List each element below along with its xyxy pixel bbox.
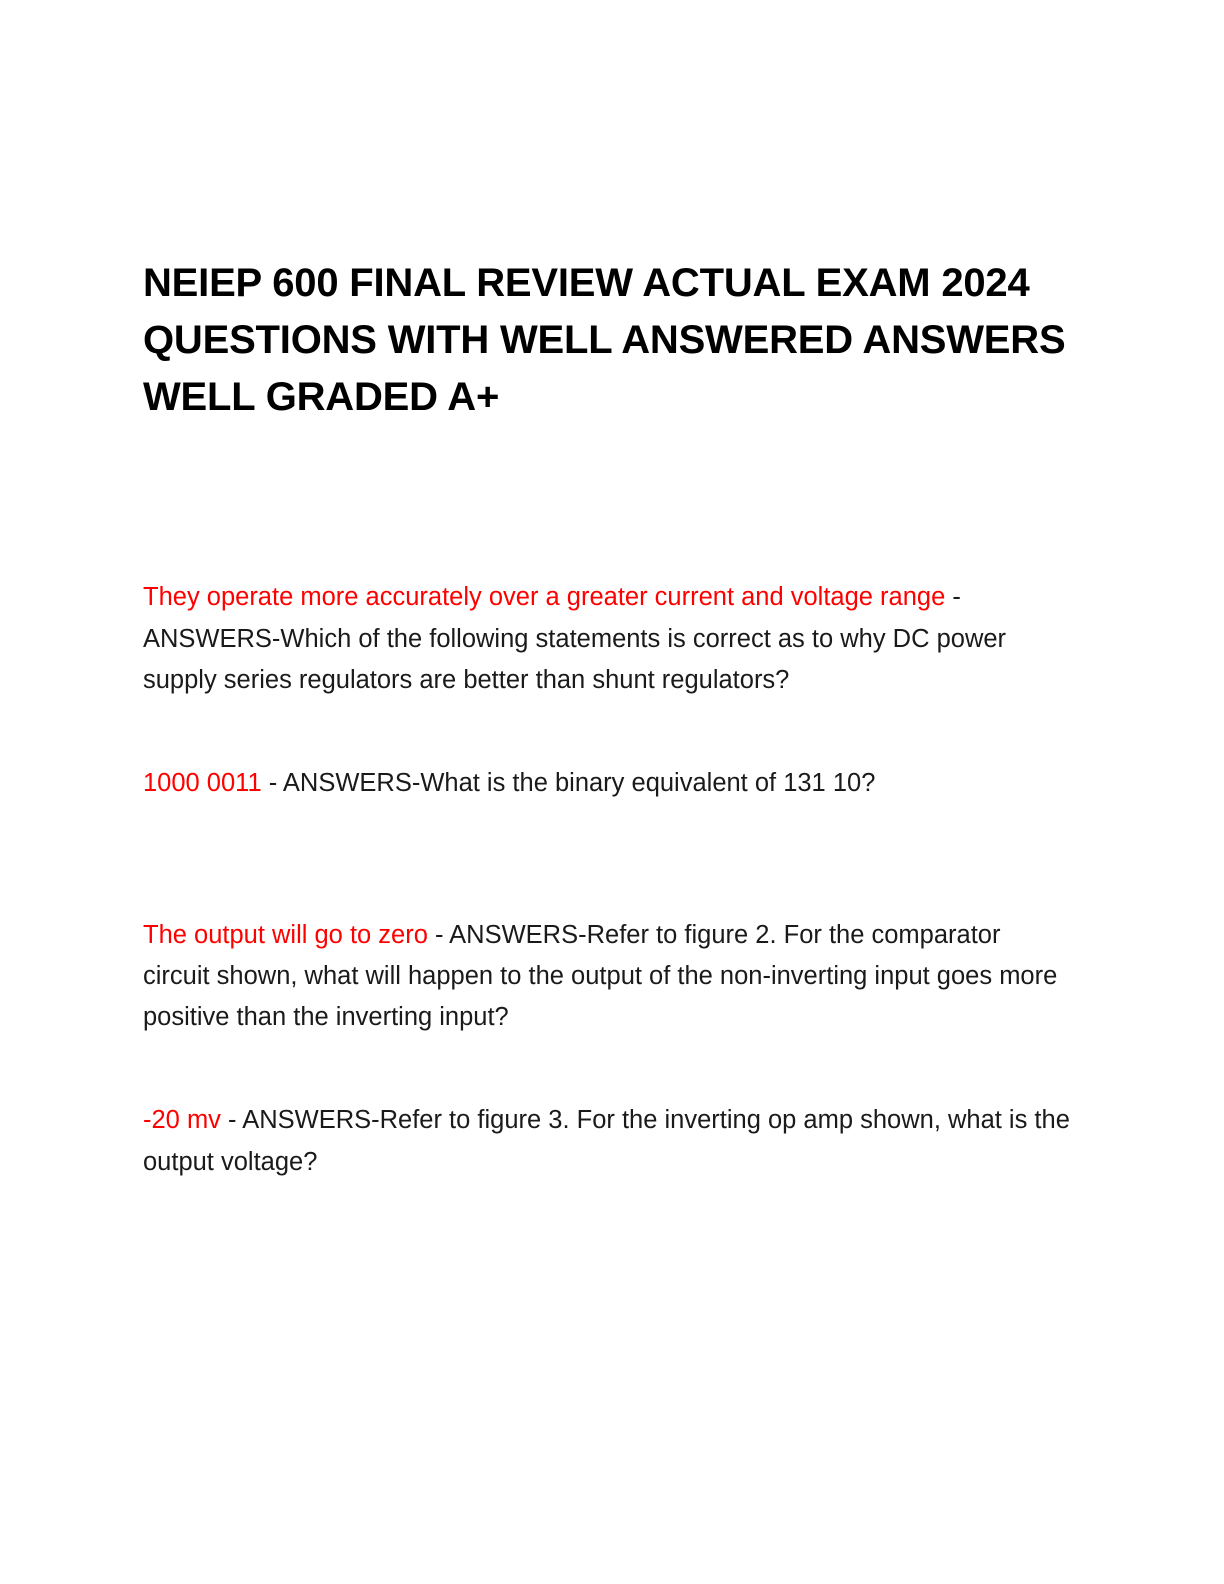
qa-list (143, 577, 1073, 1183)
qa-item (143, 915, 1073, 1039)
page-title: NEIEP 600 FINAL REVIEW ACTUAL EXAM 2024 QUESTIONS WITH WELL ANSWERED ANSWERS WELL GRADED A+ (143, 261, 1066, 419)
question-text: - ANSWERS-What is the binary equivalent of 131 10? (261, 769, 876, 798)
question-text: - ANSWERS-Refer to figure 2. For the comparator circuit shown, what will happen to the output of the non-inverting input goes more positive than the inverting input? (143, 920, 1058, 1032)
answer-text: They operate more accurately over a greater current and voltage range (143, 583, 946, 612)
question-text: - ANSWERS-Which of the following statements is correct as to why DC power supply series regulators are better than shunt regulators? (143, 583, 1007, 694)
qa-item (143, 577, 1073, 701)
qa-item (143, 1100, 1073, 1183)
question-text: - ANSWERS-Refer to figure 3. For the inverting op amp shown, what is the output voltage? (143, 1106, 1070, 1176)
answer-text: -20 mv (143, 1106, 221, 1135)
document-content (143, 255, 1073, 1245)
answer-text: 1000 0011 (143, 769, 262, 798)
qa-item (143, 763, 1073, 804)
answer-text: The output will go to zero (143, 920, 428, 949)
